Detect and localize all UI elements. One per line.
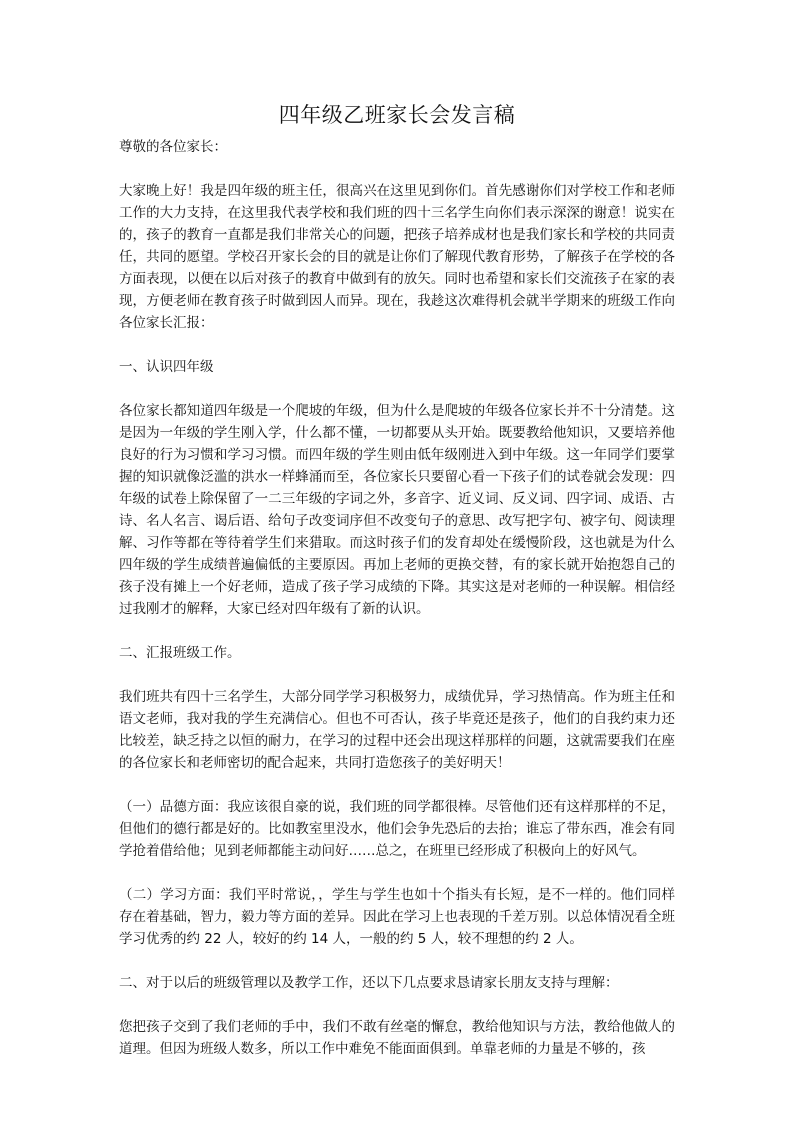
paragraph-study: （二）学习方面：我们平时常说，，学生与学生也如十个指头有长短，是不一样的。他们同样存在着基础，智力，毅力等方面的差异。因此在学习上也表现的千差万别。以总体情况看全班学习优秀的约 22 人，较好的约 14 人，一般的约 5 人，较不理想的约 2 人。	[119, 887, 675, 947]
blank-line	[119, 378, 675, 400]
blank-line	[119, 774, 675, 796]
salutation: 尊敬的各位家长：	[119, 139, 227, 155]
document-title: 四年级乙班家长会发言稿	[278, 103, 516, 127]
section-heading-class-report: 二、汇报班级工作。	[119, 645, 241, 661]
section-heading-requests: 二、对于以后的班级管理以及教学工作，还以下几点要求恳请家长朋友支持与理解：	[119, 975, 619, 991]
blank-line	[119, 862, 675, 884]
blank-line	[119, 158, 675, 180]
blank-line	[119, 664, 675, 686]
paragraph-grade-four: 各位家长都知道四年级是一个爬坡的年级，但为什么是爬坡的年级各位家长并不十分清楚。这是因为一年级的学生刚入学，什么都不懂，一切都要从头开始。既要教给他知识，又要培养他良好的行为习惯和学习习惯。而四年级的学生则由低年级刚进入到中年级。这一年同学们要掌握的知识就像泛滥的洪水一样蜂涌而至，各位家长只要留心看一下孩子们的试卷就会发现：四年级的试卷上除保留了一二三年级的字词之外，多音字、近义词、反义词、四字词、成语、古诗、名人名言、谒后语、给句子改变词序但不改变句子的意思、改写把字句、被字句、阅读理解、习作等都在等待着学生们来猎取。而这时孩子们的发育却处在缓慢阶段，这也就是为什么四年级的学生成绩普遍偏低的主要原因。再加上老师的更换交替，有的家长就开始抱怨自己的孩子没有摊上一个好老师，造成了孩子学习成绩的下降。其实这是对老师的一种误解。相信经过我刚才的解释，大家已经对四年级有了新的认识。	[119, 403, 675, 617]
document-page	[119, 100, 675, 1060]
paragraph-class-overview: 我们班共有四十三名学生，大部分同学学习积极努力，成绩优异，学习热情高。作为班主任和语文老师，我对我的学生充满信心。但也不可否认，孩子毕竟还是孩子，他们的自我约束力还比较差，缺乏持之以恒的耐力，在学习的过程中还会出现这样那样的问题，这就需要我们在座的各位家长和老师密切的配合起来，共同打造您孩子的美好明天！	[119, 689, 675, 771]
paragraph-greeting: 大家晚上好！我是四年级的班主任，很高兴在这里见到你们。首先感谢你们对学校工作和老师工作的大力支持，在这里我代表学校和我们班的四十三名学生向你们表示深深的谢意！说实在的，孩子的教育一直都是我们非常关心的问题，把孩子培养成材也是我们家长和学校的共同责任，共同的愿望。学校召开家长会的目的就是让你们了解现代教育形势，了解孩子在学校的各方面表现，以便在以后对孩子的教育中做到有的放矢。同时也希望和家长们交流孩子在家的表现，方便老师在教育孩子时做到因人而异。现在，我趁这次难得机会就半学期来的班级工作向各位家长汇报：	[119, 183, 675, 331]
paragraph-cooperation: 您把孩子交到了我们老师的手中，我们不敢有丝毫的懈怠，教给他知识与方法，教给他做人的道理。但因为班级人数多，所以工作中难免不能面面俱到。单靠老师的力量是不够的，孩	[119, 1019, 675, 1057]
blank-line	[119, 950, 675, 972]
blank-line	[119, 620, 675, 642]
section-heading-understand-grade-four: 一、认识四年级	[119, 359, 214, 375]
paragraph-moral: （一）品德方面：我应该很自豪的说，我们班的同学都很棒。尽管他们还有这样那样的不足，但他们的德行都是好的。比如教室里没水，他们会争先恐后的去抬；谁忘了带东西，准会有同学抢着借给他；见到老师都能主动问好……总之，在班里已经形成了积极向上的好风气。	[119, 799, 675, 859]
blank-line	[119, 994, 675, 1016]
blank-line	[119, 334, 675, 356]
